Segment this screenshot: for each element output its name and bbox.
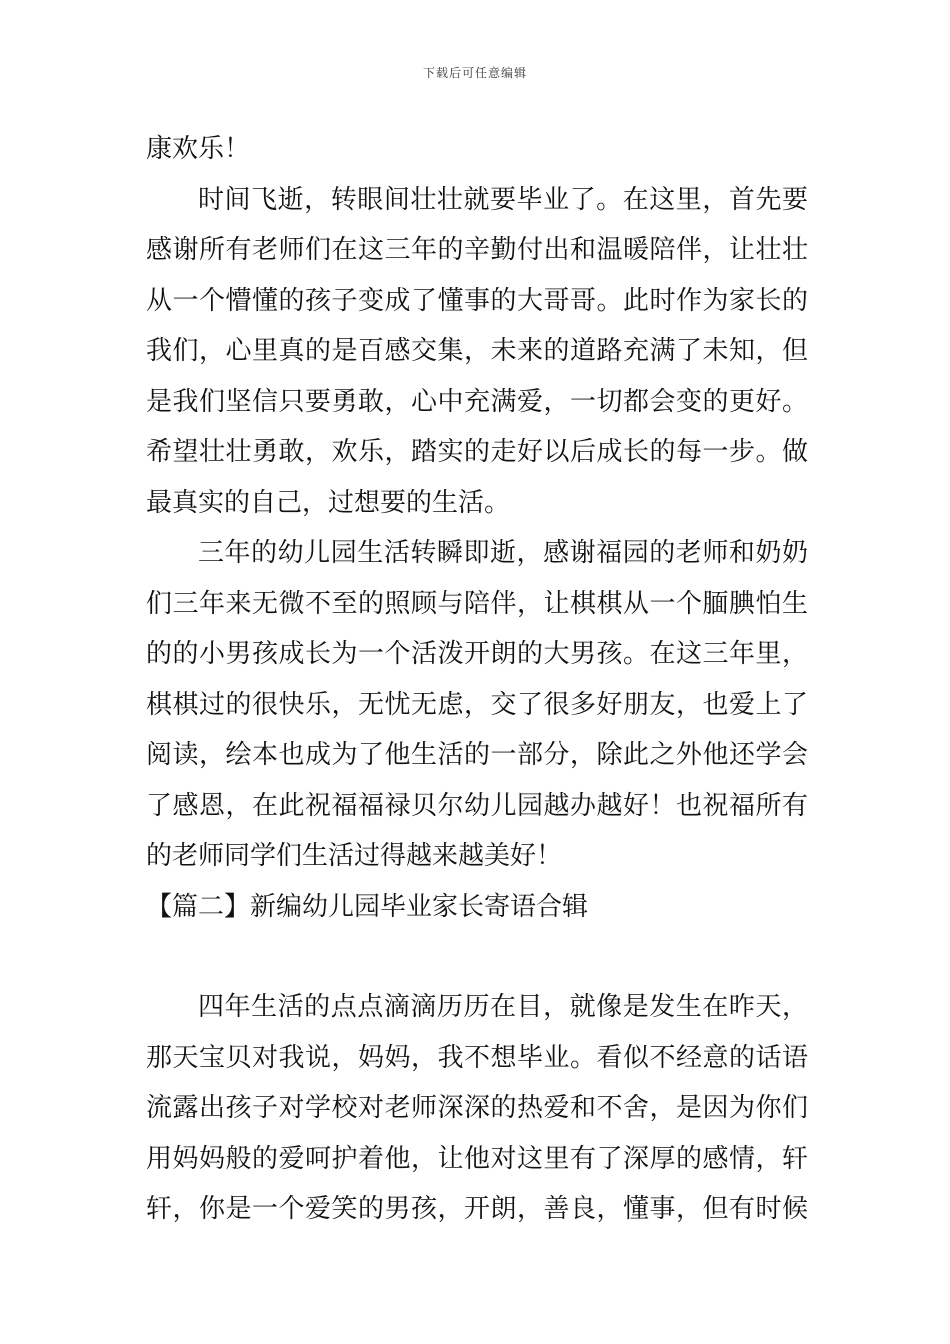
text-line: 康欢乐！ (146, 134, 251, 164)
text-line: 阅读，绘本也成为了他生活的一部分，除此之外他还学会 (146, 740, 808, 770)
text-line: 是我们坚信只要勇敢，心中充满爱，一切都会变的更好。 (146, 386, 808, 417)
text-line: 们三年来无微不至的照顾与陪伴，让棋棋从一个腼腆怕生 (146, 588, 808, 619)
text-line: 的老师同学们生活过得越来越美好！ (146, 841, 563, 871)
text-line: 感谢所有老师们在这三年的辛勤付出和温暖陪伴，让壮壮 (146, 235, 808, 265)
text-line: 流露出孩子对学校对老师深深的热爱和不舍，是因为你们 (146, 1093, 808, 1123)
section-heading: 【篇二】新编幼儿园毕业家长寄语合辑 (146, 891, 589, 922)
text-line: 了感恩，在此祝福福禄贝尔幼儿园越办越好！也祝福所有 (146, 790, 808, 821)
text-line: 三年的幼儿园生活转瞬即逝，感谢福园的老师和奶奶 (198, 538, 808, 568)
page-header: 下载后可任意编辑 (422, 66, 527, 80)
text-line: 棋棋过的很快乐，无忧无虑，交了很多好朋友，也爱上了 (146, 689, 808, 720)
text-line: 用妈妈般的爱呵护着他，让他对这里有了深厚的感情，轩 (146, 1143, 808, 1174)
text-line: 从一个懵懂的孩子变成了懂事的大哥哥。此时作为家长的 (146, 285, 808, 316)
document-body (146, 124, 808, 1235)
text-line: 轩，你是一个爱笑的男孩，开朗，善良，懂事，但有时候 (146, 1194, 808, 1224)
text-line: 的的小男孩成长为一个活泼开朗的大男孩。在这三年里， (146, 639, 808, 669)
text-line: 希望壮壮勇敢，欢乐，踏实的走好以后成长的每一步。做 (146, 437, 808, 467)
text-line: 最真实的自己，过想要的生活。 (146, 487, 511, 518)
text-line: 那天宝贝对我说，妈妈，我不想毕业。看似不经意的话语 (146, 1042, 808, 1073)
paragraph-gap (146, 932, 808, 982)
text-line: 时间飞逝，转眼间壮壮就要毕业了。在这里，首先要 (198, 184, 808, 215)
text-line: 四年生活的点点滴滴历历在目，就像是发生在昨天， (198, 992, 808, 1022)
text-line: 我们，心里真的是百感交集，未来的道路充满了未知，但 (146, 336, 808, 366)
